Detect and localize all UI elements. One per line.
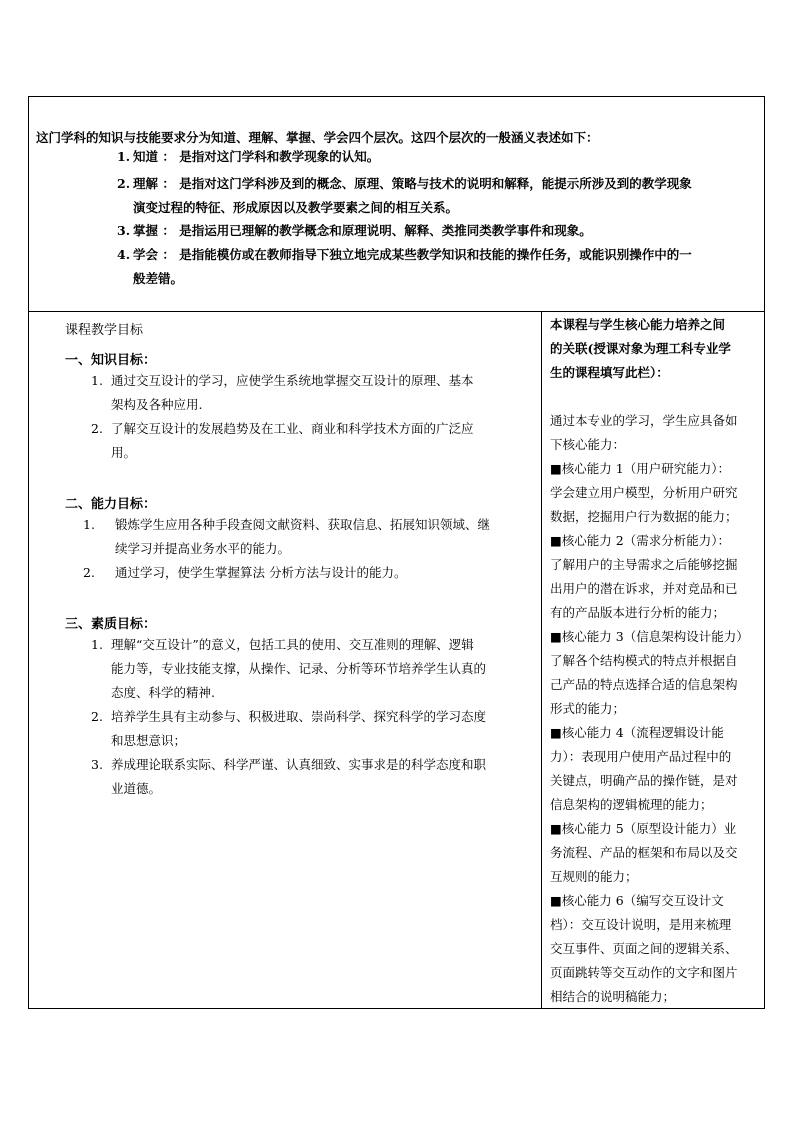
list-text: 了解交互设计的发展趋势及在工业、商业和科学技术方面的广泛应 — [111, 421, 474, 436]
quality-heading: 三、素质目标： — [65, 617, 157, 632]
core-line: 档）：交互设计说明，是用来梳理 — [550, 917, 732, 932]
core-heading-line: 生的课程填写此栏）： — [550, 365, 669, 380]
list-text: 能力等，专业技能支撑，从操作、记录、分析等环节培养学生认真的 — [111, 661, 487, 676]
core-line: ■核心能力 3（信息架构设计能力） — [550, 629, 749, 644]
list-text: 续学习并提高业务水平的能力。 — [115, 541, 291, 556]
core-line: 出用户的潜在诉求，并对竞品和已 — [550, 581, 738, 596]
level-text-cont: 般差错。 — [133, 271, 184, 286]
list-item — [91, 417, 474, 465]
levels-intro: 这门学科的知识与技能要求分为知道、理解、掌握、学会四个层次。这四个层次的一般涵义表述如下： — [36, 130, 599, 145]
list-item — [91, 705, 486, 753]
core-line: ■核心能力 4（流程逻辑设计能 — [550, 725, 724, 740]
list-item — [91, 633, 486, 705]
core-line: 了解各个结构模式的特点并根据自 — [550, 653, 738, 668]
core-heading-line: 的关联(授课对象为理工科专业学 — [550, 341, 731, 356]
list-text: 培养学生具有主动参与、积极进取、崇尚科学、探究科学的学习态度 — [111, 709, 487, 724]
list-num: 2. — [83, 565, 95, 580]
core-line: 了解用户的主导需求之后能够挖掘 — [550, 557, 738, 572]
objectives-title: 课程教学目标 — [65, 323, 144, 338]
core-line: ■核心能力 2（需求分析能力）： — [550, 533, 730, 548]
core-line: 形式的能力； — [550, 701, 626, 716]
core-line: 交互事件、页面之间的逻辑关系、 — [550, 941, 738, 956]
list-num: 3. — [91, 757, 103, 772]
list-text: 业道德。 — [111, 781, 162, 796]
knowledge-heading: 一、知识目标： — [65, 353, 157, 368]
level-num: 4. — [117, 247, 131, 262]
level-num: 3. — [117, 223, 131, 238]
list-text: 态度、科学的精神. — [111, 685, 215, 700]
core-line: 数据，挖掘用户行为数据的能力； — [550, 509, 738, 524]
list-text: 架构及各种应用. — [111, 397, 203, 412]
core-line: 有的产品版本进行分析的能力； — [550, 605, 726, 620]
syllabus-table — [28, 96, 765, 1009]
level-item-know — [117, 145, 379, 169]
core-body — [550, 409, 760, 1009]
ability-heading: 二、能力目标： — [65, 497, 157, 512]
core-line: ■核心能力 6（编写交互设计文 — [550, 893, 724, 908]
list-num: 1. — [83, 517, 95, 532]
core-line: 下核心能力： — [550, 437, 626, 452]
core-line: 相结合的说明稿能力； — [550, 989, 676, 1004]
list-item — [91, 369, 474, 417]
level-item-understand — [117, 172, 692, 220]
level-num: 1. — [117, 149, 131, 164]
list-text: 用。 — [111, 445, 137, 460]
list-text: 养成理论联系实际、科学严谨、认真细致、实事求是的科学态度和职 — [111, 757, 487, 772]
core-line: ■核心能力 1（用户研究能力）： — [550, 461, 730, 476]
core-line: 务流程、产品的框架和布局以及交 — [550, 845, 738, 860]
level-text: 掌握 ： 是指运用已理解的教学概念和原理说明、解释、类推同类教学事件和现象。 — [133, 223, 592, 238]
list-text: 通过学习，使学生掌握算法 分析方法与设计的能力。 — [115, 565, 407, 580]
core-heading-line: 本课程与学生核心能力培养之间 — [550, 317, 726, 332]
list-num: 2. — [91, 421, 103, 436]
list-item — [83, 513, 490, 561]
level-text: 理解 ： 是指对这门学科涉及到的概念、原理、策略与技术的说明和解释，能提示所涉及到的教学现象 — [133, 176, 692, 191]
list-item — [83, 561, 406, 585]
core-heading — [550, 313, 760, 385]
level-item-master — [117, 219, 592, 243]
core-line: 页面跳转等交互动作的文字和图片 — [550, 965, 738, 980]
core-line: 学会建立用户模型，分析用户研究 — [550, 485, 738, 500]
column-divider — [541, 312, 542, 1008]
core-line: ■核心能力 5（原型设计能力）业 — [550, 821, 737, 836]
list-text: 理解“交互设计”的意义，包括工具的使用、交互准则的理解、逻辑 — [111, 637, 474, 652]
level-text: 学会 ： 是指能模仿或在教师指导下独立地完成某些教学知识和技能的操作任务，或能识别操作中的一 — [133, 247, 692, 262]
level-text-cont: 演变过程的特征、形成原因以及教学要素之间的相互关系。 — [133, 200, 459, 215]
list-text: 和思想意识； — [111, 733, 187, 748]
levels-section — [29, 97, 764, 312]
list-num: 1. — [91, 373, 103, 388]
core-line: 力）：表现用户使用产品过程中的 — [550, 749, 732, 764]
level-item-learn — [117, 243, 692, 291]
list-text: 通过交互设计的学习，应使学生系统地掌握交互设计的原理、基本 — [111, 373, 474, 388]
core-line: 己产品的特点选择合适的信息架构 — [550, 677, 738, 692]
list-num: 2. — [91, 709, 103, 724]
level-text: 知道 ： 是指对这门学科和教学现象的认知。 — [133, 149, 380, 164]
list-text: 锻炼学生应用各种手段查阅文献资料、获取信息、拓展知识领域、继 — [115, 517, 491, 532]
list-num: 1. — [91, 637, 103, 652]
core-line: 关键点，明确产品的操作链，是对 — [550, 773, 738, 788]
core-line: 通过本专业的学习，学生应具备如 — [550, 413, 738, 428]
list-item — [91, 753, 486, 801]
level-num: 2. — [117, 176, 131, 191]
core-line: 互规则的能力； — [550, 869, 638, 884]
core-line: 信息架构的逻辑梳理的能力； — [550, 797, 713, 812]
